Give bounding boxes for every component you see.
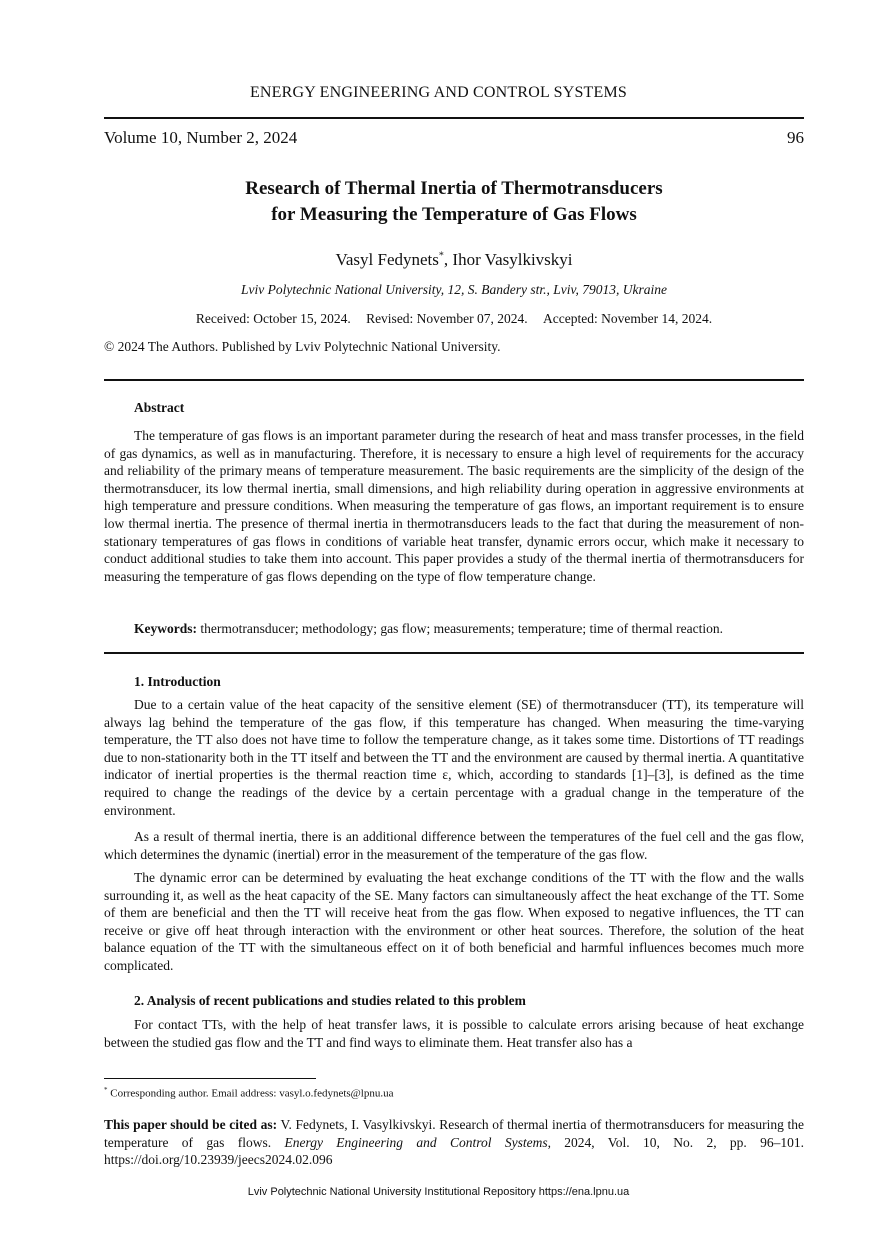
section-1-paragraph-3: The dynamic error can be determined by evaluating the heat exchange conditions of the TT with the flow and the walls surrounding it, as well as the heat capacity of the SE. Many factors can simultaneously affect the heat exchange of the TT. Some of them are beneficial and then the TT will receive heat from the gas flow. When exposed to negative influences, the TT can receive or give off heat through interaction with the environment or other heat sources. Therefore, the solution of the heat balance equation of the TT with the simultaneous effect on it of both beneficial and harmful influences becomes much more complicated. [104,870,804,973]
section-1-paragraph-1: Due to a certain value of the heat capacity of the sensitive element (SE) of thermotransducer (TT), its temperature will always lag behind the temperature of the gas flow, if this temperature has changed. When measuring the time-varying temperature, the TT also does not have time to follow the temperature change, as it takes some time. Distortions of TT readings due to non-stationarity both in the TT itself and between the TT and the environment are caused by thermal inertia. A quantitative indicator of inertial properties is the thermal reaction time ε, which, according to standards [1]–[3], is defined as the time required to change the readings of the device by a certain percentage with a gradual change in the temperature of the environment. [104,697,804,818]
article-title [104,176,804,228]
author-1: Vasyl Fedynets [335,250,439,269]
citation [104,1116,804,1169]
corresponding-mark: * [438,250,444,262]
section-2-heading: 2. Analysis of recent publications and studies related to this problem [134,993,526,1008]
citation-text-1: V. Fedynets, I. Vasylkivskyi. Research of thermal inertia of thermotransducers for measuring the temperature of gas flows. [104,1117,804,1150]
section-2-paragraph-1: For contact TTs, with the help of heat transfer laws, it is possible to calculate errors arising because of heat exchange between the studied gas flow and the TT and find ways to eliminate them. Heat transfer also has a [104,1017,804,1050]
copyright: © 2024 The Authors. Published by Lviv Polytechnic National University. [104,339,501,354]
journal-name: ENERGY ENGINEERING AND CONTROL SYSTEMS [249,84,628,101]
dates [104,311,804,327]
keywords-label: Keywords: [134,621,197,636]
section-1-paragraph-2: As a result of thermal inertia, there is an additional difference between the temperatures of the fuel cell and the gas flow, which determines the dynamic (inertial) error in the measurement of the temperature of the gas flow. [104,829,804,862]
abstract-heading: Abstract [134,400,185,415]
header-rule [104,117,804,119]
title-line-2: for Measuring the Temperature of Gas Flows [271,204,637,225]
keywords-list: thermotransducer; methodology; gas flow; measurements; temperature; time of thermal reaction. [197,621,723,636]
page-number: 96 [787,128,804,147]
title-line-1: Research of Thermal Inertia of Thermotransducers [245,178,663,199]
citation-label: This paper should be cited as: [104,1117,278,1132]
keywords [104,621,804,637]
footnote-text: Corresponding author. Email address: vasyl.o.fedynets@lpnu.ua [107,1087,394,1100]
volume-row [104,128,804,148]
abstract-top-rule [104,379,804,381]
accepted-date: Accepted: November 14, 2024. [543,311,713,326]
revised-date: Revised: November 07, 2024. [366,311,528,326]
abstract-text: The temperature of gas flows is an important parameter during the research of heat and mass transfer processes, in the field of gas dynamics, as well as in manufacturing. Therefore, it is necessary to ensure a high level of requirements for the accuracy and reliability of the primary means of temperature measurement. The basic requirements are the simplicity of the design of the thermotransducer, its low thermal inertia, small dimensions, and high reliability during operation in aggressive environments at high temperature and pressure conditions. When measuring the temperature of gas flows, an important requirement is to ensure low thermal inertia. The presence of thermal inertia in thermotransducers leads to the fact that during the measurement of non-stationary temperatures of gas flows in conditions of variable heat transfer, dynamic errors occur, which make it necessary to conduct additional studies to take them into account. This paper provides a study of the thermal inertia of thermotransducers for measuring the temperature of gas flows depending on the type of flow temperature change. [104,428,804,584]
abstract-bottom-rule [104,652,804,654]
section-1-heading: 1. Introduction [134,674,221,689]
authors [104,250,804,270]
footnote [104,1086,394,1100]
citation-text-2: , 2024, Vol. 10, No. 2, pp. 96–101. https://doi.org/10.23939/jeecs2024.02.096 [104,1134,805,1168]
author-2: , Ihor Vasylkivskyi [443,250,573,269]
citation-journal: Energy Engineering and Control Systems [284,1134,548,1150]
footnote-rule [104,1078,316,1079]
footnote-mark: * [104,1086,108,1094]
received-date: Received: October 15, 2024. [195,311,351,326]
repository-footer: Lviv Polytechnic National University Institutional Repository https://ena.lpnu.ua [247,1186,630,1198]
affiliation: Lviv Polytechnic National University, 12, S. Bandery str., Lviv, 79013, Ukraine [240,282,668,297]
volume-info: Volume 10, Number 2, 2024 [104,128,298,147]
